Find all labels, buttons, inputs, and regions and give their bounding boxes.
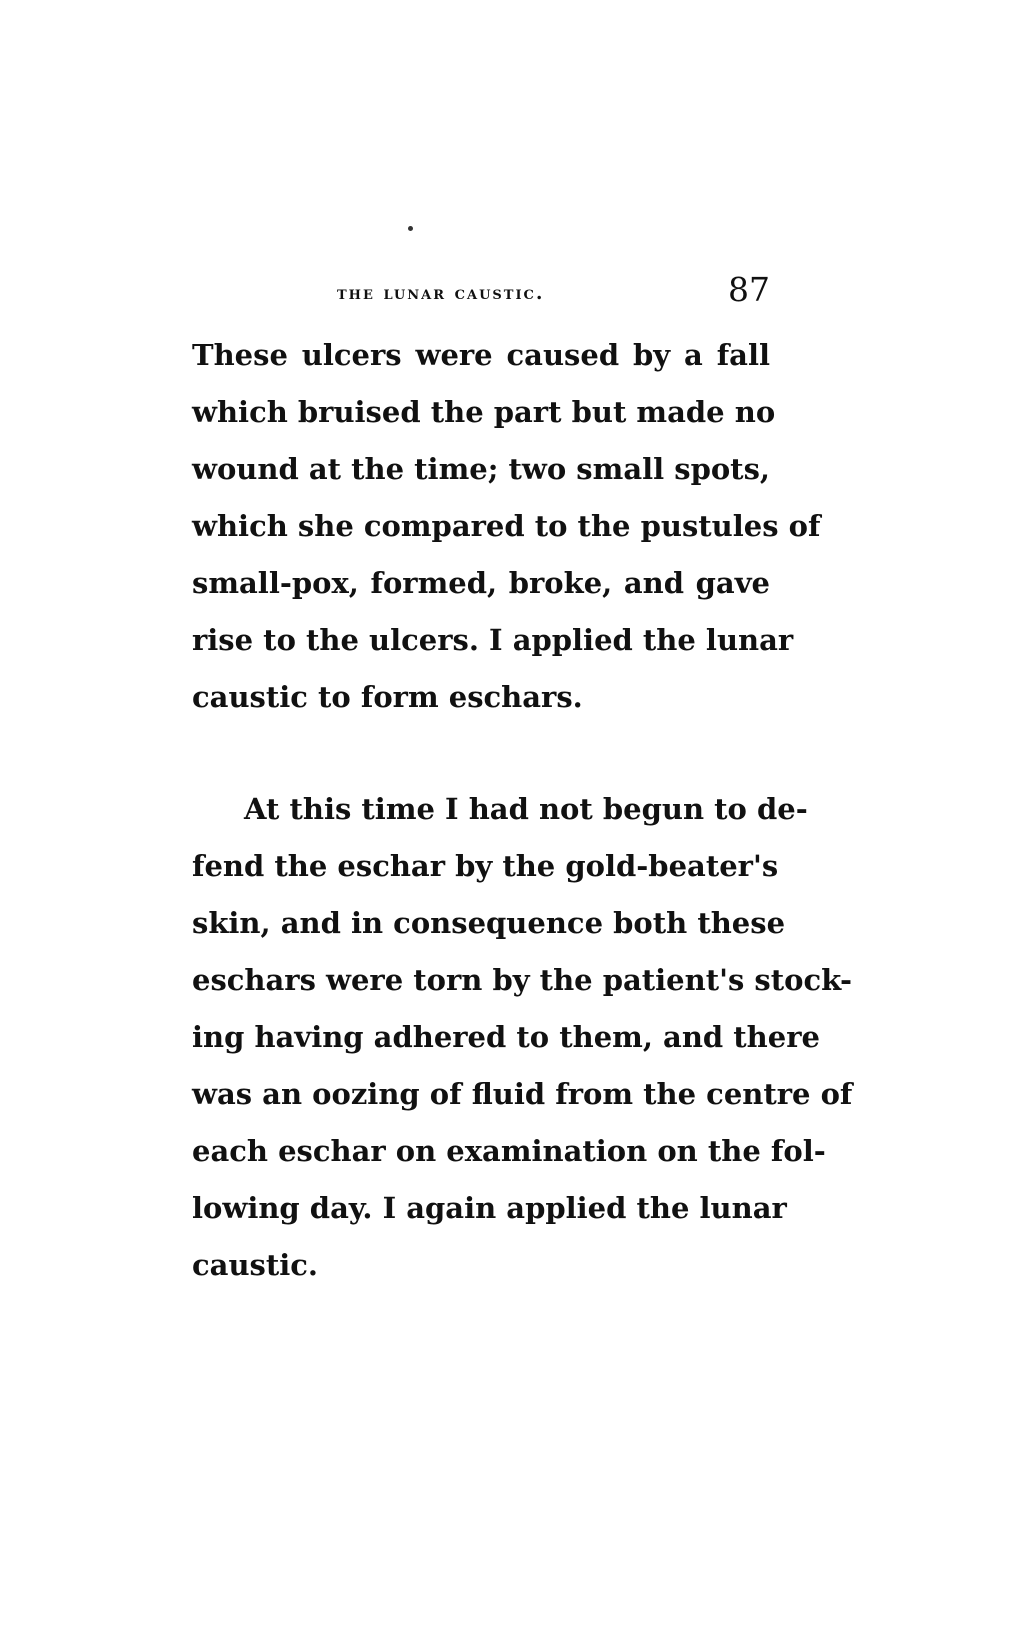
text-line: skin, and in consequence both these — [192, 906, 786, 940]
text-line: which bruised the part but made no — [192, 395, 776, 429]
text-line: These ulcers were caused by a fall — [192, 338, 770, 372]
text-line: At this time I had not begun to de- — [244, 792, 808, 826]
text-line: eschars were torn by the patient's stock- — [192, 963, 853, 997]
text-line: ing having adhered to them, and there — [192, 1020, 820, 1054]
text-line: wound at the time; two small spots, — [192, 452, 771, 486]
text-line: small-pox, formed, broke, and gave — [192, 566, 770, 600]
page-number: 87 — [728, 270, 770, 309]
text-line: caustic to form eschars. — [192, 680, 583, 714]
paragraph-2 — [192, 781, 853, 1294]
ink-speck — [408, 226, 413, 231]
text-line: each eschar on examination on the fol- — [192, 1134, 826, 1168]
text-line: rise to the ulcers. I applied the lunar — [192, 623, 794, 657]
text-line: fend the eschar by the gold-beater's — [192, 849, 779, 883]
running-title: the lunar caustic. — [337, 282, 545, 304]
text-line: which she compared to the pustules of — [192, 509, 821, 543]
running-head — [190, 270, 770, 310]
text-line: was an oozing of fluid from the centre of — [192, 1077, 853, 1111]
text-line: caustic. — [192, 1248, 319, 1282]
text-line: lowing day. I again applied the lunar — [192, 1191, 787, 1225]
paragraph-1 — [192, 327, 821, 726]
